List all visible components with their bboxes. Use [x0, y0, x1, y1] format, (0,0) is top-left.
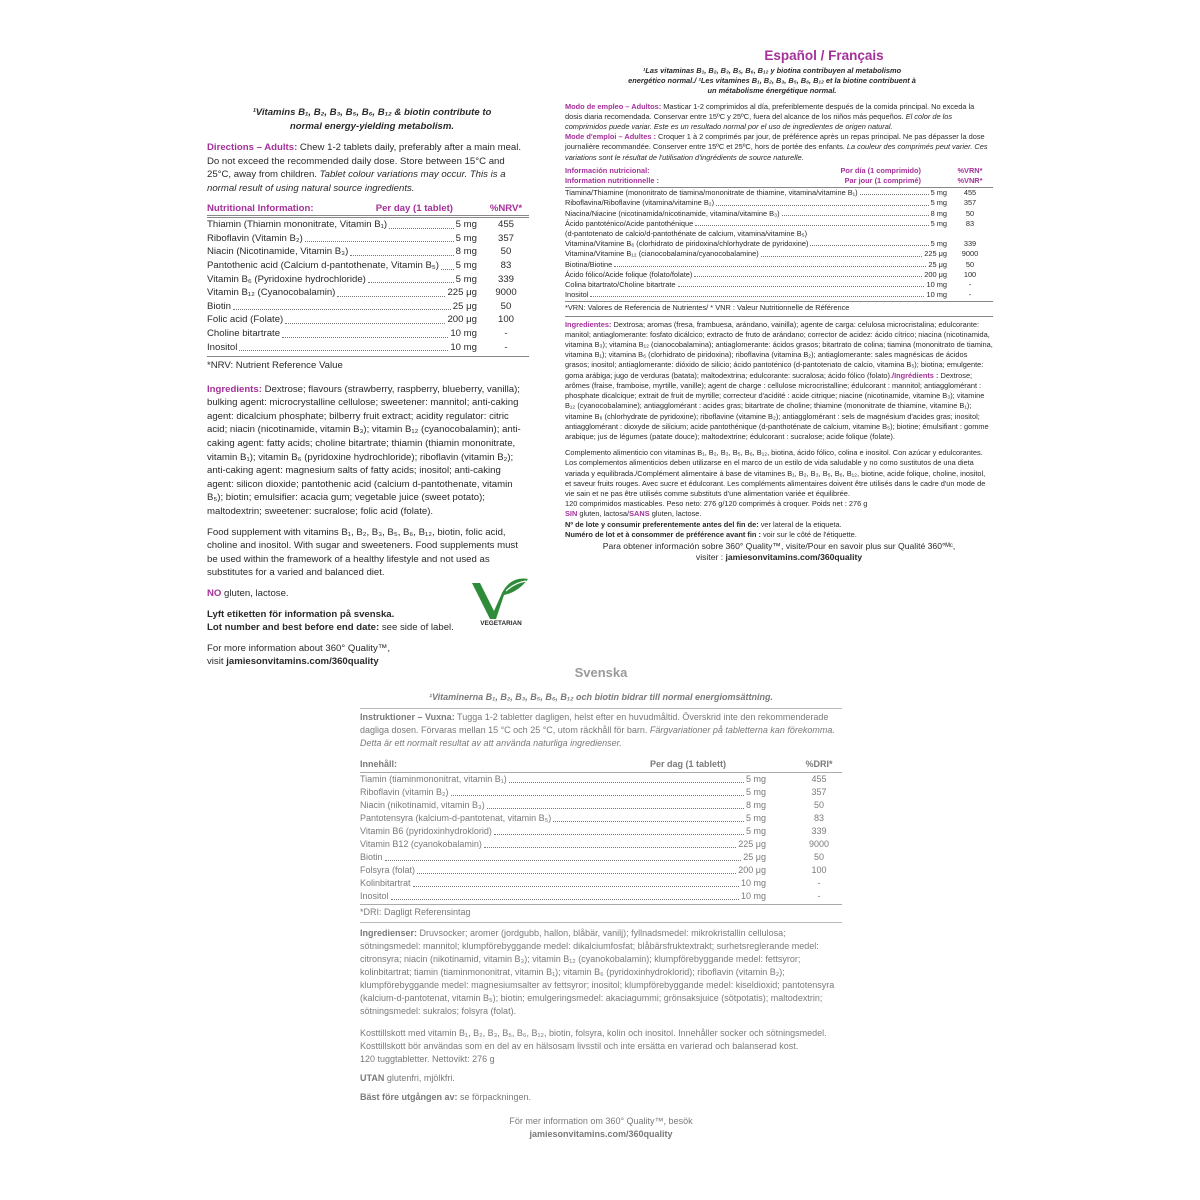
dot-leader	[282, 337, 448, 338]
nutrient-name: Kolinbitartrat	[360, 878, 411, 888]
nutrition-row	[360, 812, 842, 825]
nutrient-nrv: -	[968, 280, 972, 290]
sv-info: För mer information om 360° Quality™, besök	[509, 1116, 693, 1126]
nutrition-row	[207, 218, 529, 232]
nutrient-nrv: 83	[965, 218, 975, 228]
nutrition-row	[360, 851, 842, 864]
es-mode	[565, 132, 993, 163]
es-complemento: Complemento alimenticio con vitaminas B₁, B₂, B₃, B₅, B₆, B₁₂, biotina, ácido fólico, colina e inositol. Con azúcar y edulcorantes. Los complementos alimenticios deben utilizarse en el marco de un estilo de vida saludable y no como sustitutos de una dieta variada y equilibrada./Complément alimentaire à base de vitamines B₁, B₂, B₃, B₅, B₆, B₁₂, biotine, acide folique, choline, inositol, et saveur fruits rouges. Avec sucre et édulcorant. Les compléments alimentaires doivent être utilisés dans le cadre d'un mode de vie sain et ne pas être utilisés comme substituts d'une alimentation variée et équilibrée.	[565, 448, 986, 498]
nutrient-amount: 200 μg	[447, 314, 477, 326]
nutrient-amount: 8 mg	[455, 246, 477, 258]
sv-dri-note: *DRI: Dagligt Referensintag	[360, 907, 471, 917]
nutrient-amount: 200 μg	[738, 865, 766, 875]
sv-ingr-label: Ingredienser:	[360, 928, 418, 938]
dot-leader	[590, 296, 924, 297]
sv-kost1: Kosttillskott med vitamin B₁, B₂, B₃, B₅, B₆, B₁₂, biotin, folsyra, kolin och inositol. Innehåller socker och sötningsmedel.	[360, 1028, 827, 1038]
sv-kost2: Kosttillskott bör användas som en del av en hälsosam livsstil och inte ersätta en varierad och balanserad kost.	[360, 1041, 799, 1051]
dot-leader	[494, 834, 744, 835]
nutrition-row	[565, 280, 993, 290]
nutrient-name: Vitamin B6 (pyridoxinhydroklorid)	[360, 826, 492, 836]
nutrient-amount: 5 mg	[745, 813, 766, 823]
nutrition-row	[207, 286, 529, 300]
es-modo-label: Modo de empleo – Adultos:	[565, 101, 662, 111]
nutrient-name: Vitamina/Vitamine B₆ (clorhidrato de piridoxina/chlorhydrate de pyridoxine)	[565, 239, 809, 249]
nutrient-nrv: -	[817, 891, 821, 901]
dot-leader	[484, 847, 736, 848]
nutrient-nrv: 50	[813, 800, 824, 810]
swedish-section	[360, 666, 842, 1141]
nutrient-name: Niacin (nikotinamid, vitamin B₃)	[360, 800, 485, 810]
dot-leader	[337, 296, 445, 297]
en-claim: ¹Vitamins B₁, B₂, B₃, B₅, B₆, B₁₂ & biotin contribute to normal energy-yielding metabolism.	[252, 107, 492, 132]
dot-leader	[695, 225, 928, 226]
nutrient-amount: 225 μg	[738, 839, 766, 849]
nutrient-amount: 5 mg	[455, 259, 477, 271]
nutrient-amount: 5 mg	[455, 273, 477, 285]
sv-bast-text: se förpackningen.	[457, 1092, 532, 1102]
en-table-header-label: Nutritional Information:	[207, 202, 314, 214]
nutrient-nrv: 455	[963, 188, 977, 198]
es-sans-text: gluten, lactose.	[649, 509, 702, 519]
en-nrv-note: *NRV: Nutrient Reference Value	[207, 360, 343, 372]
nutrition-row	[565, 229, 993, 239]
vegetarian-leaf-icon	[466, 573, 536, 623]
nutrient-amount: 5 mg	[930, 218, 947, 228]
sv-kost3: 120 tuggtabletter. Nettovikt: 276 g	[360, 1054, 495, 1064]
sv-instr-label: Instruktioner – Vuxna:	[360, 712, 455, 722]
sv-nutrition-table	[360, 758, 842, 905]
nutrient-amount: 10 mg	[740, 878, 766, 888]
sv-table-header-dri: %DRI*	[805, 759, 833, 769]
nutrient-nrv: 100	[497, 314, 514, 326]
nutrient-name: Biotin	[360, 852, 383, 862]
vegetarian-label: VEGETARIAN	[480, 620, 522, 627]
dot-leader	[417, 873, 736, 874]
dot-leader	[614, 266, 926, 267]
nutrient-amount: 5 mg	[745, 787, 766, 797]
nutrient-nrv: 100	[811, 865, 827, 875]
nutrition-row	[565, 270, 993, 280]
nutrient-name: Inositol	[565, 290, 589, 300]
es-mode-label: Mode d'emploi – Adultes :	[565, 132, 656, 142]
nutrition-row	[565, 188, 993, 198]
nutrient-name: Niacin (Nicotinamide, Vitamin B₃)	[207, 246, 349, 258]
nutrient-amount: 5 mg	[455, 232, 477, 244]
nutrient-nrv: -	[504, 327, 508, 339]
dot-leader	[385, 860, 742, 861]
es-heading: Español / Français	[764, 48, 884, 63]
nutrient-amount: 5 mg	[745, 826, 766, 836]
nutrient-name: Vitamin B₁₂ (Cyanocobalamin)	[207, 287, 336, 299]
nutrient-amount: 5 mg	[455, 219, 477, 231]
nutrient-amount: 5 mg	[930, 188, 947, 198]
nutrient-nrv: 357	[497, 232, 514, 244]
nutrient-name: Inositol	[207, 341, 238, 353]
es-ingredients-fr-label: /Ingrédients :	[892, 370, 939, 380]
es-visiter-line	[565, 552, 993, 563]
nutrition-row	[565, 290, 993, 300]
dot-leader	[487, 808, 744, 809]
nutrition-row	[565, 209, 993, 219]
nutrient-amount: 10 mg	[450, 327, 477, 339]
nutrient-nrv: 339	[963, 239, 977, 249]
es-numero-line	[565, 530, 993, 540]
nutrition-row	[207, 300, 529, 314]
es-sin-mid: gluten, lactosa/	[577, 509, 630, 519]
nutrition-row	[360, 864, 842, 877]
nutrient-nrv: 455	[811, 774, 827, 784]
nutrition-row	[565, 198, 993, 208]
nutrient-name: Colina bitartrato/Choline bitartrate	[565, 280, 676, 290]
nutrient-nrv: 9000	[961, 249, 979, 259]
en-no-text: gluten, lactose.	[221, 588, 289, 599]
en-directions-text: Chew 1-2 tablets daily, preferably after a main meal. Do not exceed the recommended daily dose. Store between 15°C and 25°C, away from children.	[207, 142, 522, 181]
dot-leader	[678, 286, 925, 287]
nutrient-name: Thiamin (Thiamin mononitrate, Vitamin B₁)	[207, 219, 388, 231]
nutrient-amount: 5 mg	[930, 198, 947, 208]
es-lote-line	[565, 520, 993, 530]
nutrient-nrv: 9000	[495, 287, 517, 299]
sv-instr	[360, 711, 842, 750]
nutrient-nrv: 83	[500, 259, 512, 271]
nutrition-row	[207, 245, 529, 259]
nutrient-name: Inositol	[360, 891, 389, 901]
en-lot-text: see side of label.	[379, 622, 454, 634]
dot-leader	[368, 282, 454, 283]
dot-leader	[451, 795, 744, 796]
dot-leader	[860, 194, 929, 195]
es-modo-text: Masticar 1-2 comprimidos al día, preferiblemente después de la comida principal. No exceda la dosis diaria recomendada. Conservar entre 15ºC y 25ºC, fuera del alcance de los niños más pequeños.	[565, 101, 975, 121]
nutrient-name: (d-pantotenato de calcio/d-pantothénate de calcium, vitamina/vitamine B₅)	[565, 229, 808, 239]
dot-leader	[509, 782, 744, 783]
nutrient-nrv: 50	[500, 246, 512, 258]
es-numero-label: Numéro de lot et à consommer de préférence avant fin :	[565, 529, 761, 539]
en-table-header-nrv: %NRV*	[489, 202, 523, 214]
es-mode-italic: La couleur des comprimés peut varier. Ces variations sont le résultat de l'utilisation d'ingrédients de source naturelle.	[565, 142, 988, 162]
nutrient-name: Vitamin B12 (cyanokobalamin)	[360, 839, 482, 849]
es-table-header-vnr: %VNR*	[957, 176, 983, 186]
es-ingredientes-label: Ingredientes:	[565, 319, 612, 329]
en-url-link[interactable]: jamiesonvitamins.com/360quality	[226, 656, 379, 668]
sv-table-header-perday: Per dag (1 tablett)	[649, 759, 726, 769]
es-table-header-label-es: Información nutricional:	[565, 165, 650, 175]
nutrient-nrv: 357	[963, 198, 977, 208]
sv-instr-text: Tugga 1-2 tabletter dagligen, helst efter en huvudmåltid. Överskrid inte den rekommenderade dagliga dosen. Förvaras mellan 15 °C och 25 °C, utom räckhåll för barn.	[360, 712, 829, 735]
nutrition-row	[360, 877, 842, 890]
dot-leader	[716, 205, 928, 206]
nutrition-row	[360, 825, 842, 838]
nutrient-nrv: -	[504, 341, 508, 353]
dot-leader	[233, 309, 451, 310]
dot-leader	[441, 269, 454, 270]
sv-bast-label: Bäst före utgången av:	[360, 1092, 458, 1102]
nutrient-name: Tiamin (tiaminmononitrat, vitamin B₁)	[360, 774, 507, 784]
dot-leader	[391, 899, 739, 900]
sv-utan-line	[360, 1072, 842, 1085]
nutrition-row	[565, 239, 993, 249]
dot-leader	[305, 241, 454, 242]
nutrient-name: Folic acid (Folate)	[207, 314, 284, 326]
dot-leader	[389, 228, 454, 229]
nutrient-nrv: 83	[813, 813, 824, 823]
nutrition-row	[565, 249, 993, 259]
sv-utan-label: UTAN	[360, 1073, 385, 1083]
nutrient-amount: 10 mg	[926, 290, 947, 300]
nutrient-amount: 10 mg	[740, 891, 766, 901]
es-lote-text: ver lateral de la etiqueta.	[758, 519, 842, 529]
es-info: Para obtener información sobre 360° Quality™, visite/Pour en savoir plus sur Qualité 360°ᴹᶜ,	[602, 540, 956, 551]
nutrient-amount: 200 μg	[924, 269, 947, 279]
nutrient-nrv: 339	[497, 273, 514, 285]
nutrient-name: Tiamina/Thiamine (mononitrato de tiamina/mononitrate de thiamine, vitamina/vitamine B₁)	[565, 188, 858, 198]
en-no-label: NO	[207, 588, 222, 599]
dot-leader	[413, 886, 739, 887]
nutrient-name: Riboflavina/Riboflavine (vitamina/vitamine B₂)	[565, 198, 715, 208]
nutrient-name: Riboflavin (Vitamin B₂)	[207, 232, 303, 244]
es-vrn-note: *VRN: Valores de Referencia de Nutrientes/ * VNR : Valeur Nutritionnelle de Référence	[565, 303, 850, 313]
nutrition-row	[360, 890, 842, 903]
sv-heading: Svenska	[574, 665, 628, 680]
en-nutrition-table	[207, 202, 529, 358]
es-table-header-perday-fr: Par jour (1 comprimé)	[844, 176, 921, 186]
en-ingredients-label: Ingredients:	[207, 383, 262, 395]
nutrient-name: Ácido pantoténico/Acide pantothénique	[565, 218, 694, 228]
sv-ingr-text: Druvsocker; aromer (jordgubb, hallon, blåbär, vanilj); fyllnadsmedel: mikrokristallin cellulosa; sötningsmedel: mannitol; klumpförebyggande medel: dikalciumfosfat; blåbärsfruktextrakt; surhetsreglerande medel: citronsyra; niacin (nikotinamid, vitamin B₃); vitamin B₁₂ (cyanokobalamin); klumpförebyggande medel: fettsyror; kolinbitartrat; tiamin (tiaminmononitrat, vitamin B₁); vitamin B₆ (pyridoxinhydroklorid); riboflavin (vitamin B₂); klumpförebyggande medel: magnesiumsalter av fettsyror; inositol; klumpförebyggande medel: kiseldioxid; pantotensyra (kalcium-d-pantotenat, vitamin B₅); biotin; emulgeringsmedel: akaciagummi; grönsaksjuice (sötpotatis); maltodextrin; sötningsmedel: sukralos; folsyra (folat).	[360, 928, 835, 1016]
es-nutrition-table	[565, 166, 993, 303]
nutrient-name: Vitamin B₆ (Pyridoxine hydrochloride)	[207, 273, 366, 285]
nutrient-amount: 8 mg	[745, 800, 766, 810]
sv-table-header-label: Innehåll:	[360, 759, 398, 769]
en-lot-label: Lot number and best before end date:	[207, 622, 380, 634]
es-ingredientes	[565, 320, 993, 442]
nutrient-nrv: -	[968, 290, 972, 300]
nutrient-name: Pantotensyra (kalcium-d-pantotenat, vitamin B₅)	[360, 813, 552, 823]
nutrient-name: Choline bitartrate	[207, 327, 281, 339]
es-table-header-label-fr: Information nutritionnelle :	[565, 176, 660, 186]
nutrition-row	[565, 260, 993, 270]
nutrient-name: Riboflavin (vitamin B₂)	[360, 787, 449, 797]
es-ingredients-fr-text: Dextrose; arômes (fraise, framboise, myrtille, vanille); agent de charge : cellulose microcristalline; édulcorant : mannitol; antiagglomérant : phosphate dicalcique; extrait de fruit de myrtille; correcteur d'acidité : acide citrique; niacine (nicotinamide, vitamine B₃); vitamine B₁₂ (cyanocobalamine); antiagglomérant : acides gras; bitartrate de choline; thiamine (mononitrate de thiamine, vitamine B₁); vitamine B₆ (chlorhydrate de pyridoxine); riboflavine (vitamine B₂); antiagglomérant : sels de magnésium d'acides gras; inositol; antiagglomérant : dioxyde de silicium; acide pantothénique (d-panthoténate de calcium, vitamine B₅); biotine; émulsifiant : gomme arabique; jus de légumes (patate douce); maltodextrine; édulcorant : sucralose; acide folique (folate).	[565, 370, 989, 441]
dot-leader	[761, 256, 923, 257]
dot-leader	[694, 276, 922, 277]
sv-ingr	[360, 927, 842, 1018]
nutrient-nrv: -	[817, 878, 821, 888]
en-supplement-text: Food supplement with vitamins B₁, B₂, B₃, B₅, B₆, B₁₂, biotin, folic acid, choline and inositol. With sugar and sweeteners. Food supplements must be used within the framework of a healthy lifestyle and not used as substitutes for a varied and balanced diet.	[207, 526, 518, 579]
nutrient-nrv: 50	[813, 852, 824, 862]
es-lote-label: Nº de lote y consumir preferentemente antes del fin de:	[565, 519, 759, 529]
nutrition-row	[360, 786, 842, 799]
es-peso: 120 comprimidos masticables. Peso neto: 276 g/120 comprimés à croquer. Poids net : 276 g	[565, 499, 868, 509]
nutrient-amount: 25 μg	[928, 259, 947, 269]
nutrient-amount: 25 μg	[452, 300, 477, 312]
dot-leader	[810, 245, 928, 246]
sv-bast-line	[360, 1091, 842, 1104]
nutrient-amount: 5 mg	[930, 239, 947, 249]
dot-leader	[285, 323, 445, 324]
en-more-info: For more information about 360° Quality™,	[207, 642, 391, 654]
es-sans-label: SANS	[629, 509, 650, 519]
nutrition-row	[360, 799, 842, 812]
es-ingredientes-text: Dextrosa; aromas (fresa, frambuesa, arándano, vainilla); agente de carga: celulosa microcristalina; edulcorante: manitol; antiaglomerante: fosfato dicálcico; extracto de fruto de arándano; corrector de acidez: ácido cítrico; niacina (nicotinamida, vitamina B₃); vitamina B₁₂ (cianocobalamina); antiaglomerante: ácidos grasos; bitartrato de colina; tiamina (mononitrato de tiamina, vitamina B₁); vitamina B₆ (clorhidrato de piridoxina); riboflavina (vitamina B₂); antiaglomerante: sales magnésicas de ácidos grasos; inositol; antiaglomerante: dióxido de silicio; ácido pantoténico (d-pantotenato de calcio, vitamina B₅); biotina; emulgente: goma arábiga; jugo de verduras (batata); maltodextrina; edulcorante: sucralosa; ácido fólico (folato).	[565, 319, 993, 380]
en-directions	[207, 141, 529, 195]
nutrient-nrv: 9000	[808, 839, 830, 849]
dot-leader	[782, 215, 929, 216]
en-ingredients	[207, 383, 529, 519]
en-ingredients-text: Dextrose; flavours (strawberry, raspberry, blueberry, vanilla); bulking agent: microcrystalline cellulose; sweetener: mannitol; anti-caking agent: dicalcium phosphate; bilberry fruit extract; acidity regulator: citric acid; niacin (nicotinamide, vitamin B₃); vitamin B₁₂ (cyanocobalamin); anti-caking agent: fatty acids; choline bitartrate; thiamin (thiamin mononitrate, vitamin B₁); vitamin B₆ (pyridoxine hydrochloride); riboflavin (vitamin B₂); anti-caking agent: magnesium salts of fatty acids; inositol; anti-caking agent: silicon dioxide; pantothenic acid (calcium d-pantothenate, vitamin B₅); biotin; emulsifier: acacia gum; vegetable juice (sweet potato); maltodextrin; sweetener: sucralose; folic acid (folate).	[207, 383, 521, 518]
sv-instr-italic: Färgvariationer på tabletterna kan förekomma. Detta är ett normalt resultat av att använda naturliga ingredienser.	[360, 725, 835, 748]
spanish-french-section	[565, 48, 993, 564]
nutrient-name: Biotin	[207, 300, 231, 312]
nutrient-name: Niacina/Niacine (nicotinamida/nicotinamide, vitamina/vitamine B₃)	[565, 208, 780, 218]
nutrient-amount: 10 mg	[926, 280, 947, 290]
nutrient-amount: 10 mg	[450, 341, 477, 353]
nutrient-amount: 25 μg	[743, 852, 766, 862]
nutrient-name: Biotina/Biotine	[565, 259, 613, 269]
nutrition-row	[360, 838, 842, 851]
nutrient-nrv: 100	[963, 269, 977, 279]
nutrition-row	[207, 327, 529, 341]
nutrient-name: Vitamina/Vitamine B₁₂ (cianocobalamina/cyanocobalamine)	[565, 249, 759, 259]
dot-leader	[553, 821, 744, 822]
en-lyft: Lyft etiketten för information på svenska.	[207, 608, 395, 620]
en-directions-italic: Tablet colour variations may occur. This is a normal result of using natural source ingredients.	[207, 169, 506, 194]
es-numero-text: voir sur le côté de l'étiquette.	[760, 529, 857, 539]
nutrition-row	[207, 313, 529, 327]
es-modo-italic: El color de los comprimidos puede variar. Este es un resultado normal por el uso de ingredientes de origen natural.	[565, 111, 953, 132]
es-url-link[interactable]: jamiesonvitamins.com/360quality	[725, 552, 863, 563]
nutrient-amount: 225 μg	[447, 287, 477, 299]
nutrient-name: Pantothenic acid (Calcium d-pantothenate, Vitamin B₅)	[207, 259, 439, 271]
nutrient-amount: 225 μg	[924, 249, 947, 259]
nutrition-row	[207, 259, 529, 273]
es-mode-text: Croquer 1 à 2 comprimés par jour, de préférence après un repas principal. Ne pas dépasser la dose journalière recommandée. Conserver entre 15ºC et 25ºC, hors de portée des enfants.	[565, 132, 985, 152]
nutrient-name: Folsyra (folat)	[360, 865, 416, 875]
sv-utan-text: glutenfri, mjölkfri.	[384, 1073, 455, 1083]
nutrition-row	[207, 341, 529, 355]
sv-claim: ¹Vitaminerna B₁, B₂, B₃, B₅, B₆, B₁₂ och biotin bidrar till normal energiomsättning.	[428, 692, 774, 702]
es-sin-line	[565, 509, 993, 519]
nutrient-nrv: 50	[500, 300, 512, 312]
en-directions-label: Directions – Adults:	[207, 142, 298, 154]
dot-leader	[350, 255, 453, 256]
nutrient-nrv: 357	[811, 787, 827, 797]
nutrient-nrv: 455	[497, 219, 514, 231]
nutrition-row	[207, 232, 529, 246]
nutrient-name: Ácido fólico/Acide folique (folato/folate)	[565, 269, 693, 279]
dot-leader	[239, 350, 448, 351]
nutrition-row	[360, 773, 842, 786]
en-table-header-perday: Per day (1 tablet)	[375, 202, 453, 214]
es-modo	[565, 102, 993, 133]
es-visiter: visiter :	[695, 552, 726, 563]
es-table-header-perday-es: Por día (1 comprimido)	[840, 165, 921, 175]
nutrient-nrv: 50	[965, 259, 975, 269]
nutrition-row	[207, 273, 529, 287]
es-table-header-vrn: %VRN*	[957, 165, 983, 175]
nutrient-nrv: 339	[811, 826, 827, 836]
nutrient-amount: 5 mg	[745, 774, 766, 784]
sv-url-link[interactable]: jamiesonvitamins.com/360quality	[529, 1129, 673, 1139]
nutrient-nrv: 50	[965, 208, 975, 218]
es-claim: ¹Las vitaminas B₁, B₂, B₃, B₅, B₆, B₁₂ y biotina contribuyen al metabolismo energético normal./ ¹Les vitamines B₁, B₂, B₃, B₅, B₆, B₁₂ et la biotine contribuent à un métabolisme énergétique normal.	[628, 66, 916, 96]
nutrition-row	[565, 219, 993, 229]
es-sin-label: SIN	[565, 509, 578, 519]
nutrient-amount: 8 mg	[930, 208, 947, 218]
en-visit: visit	[207, 656, 227, 668]
